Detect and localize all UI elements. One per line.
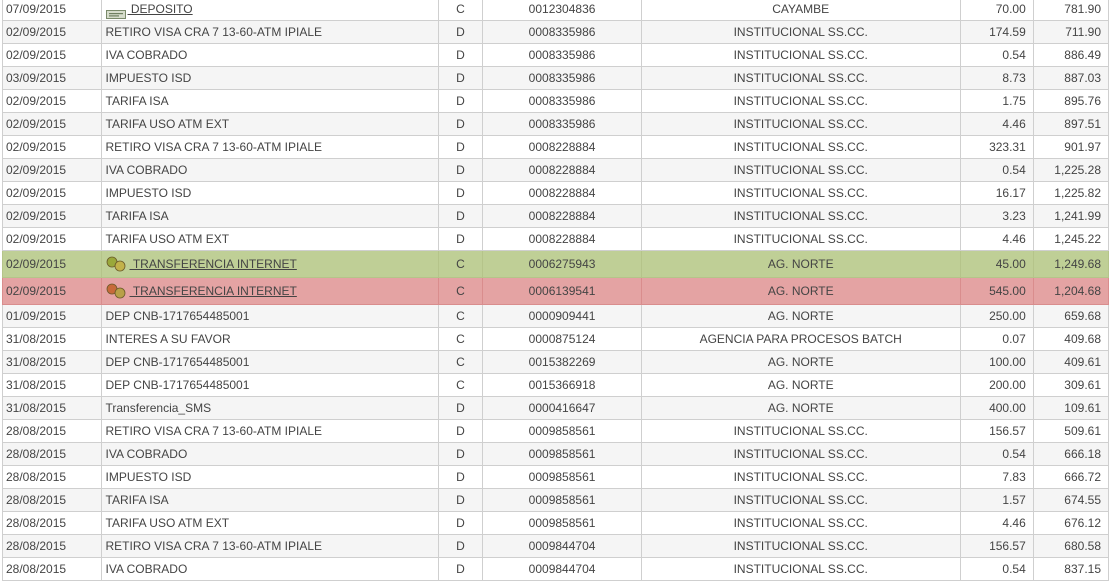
description-cell bbox=[101, 136, 438, 159]
reference-cell: 0008228884 bbox=[483, 205, 641, 228]
balance-cell: 659.68 bbox=[1033, 305, 1108, 328]
balance-cell: 897.51 bbox=[1033, 113, 1108, 136]
description-text: Transferencia_SMS bbox=[105, 401, 212, 415]
office-cell: INSTITUCIONAL SS.CC. bbox=[641, 136, 960, 159]
description-cell bbox=[101, 21, 438, 44]
description-cell bbox=[101, 374, 438, 397]
reference-cell: 0000875124 bbox=[483, 328, 641, 351]
type-cell: D bbox=[438, 535, 483, 558]
balance-cell: 666.72 bbox=[1033, 466, 1108, 489]
date-cell: 02/09/2015 bbox=[3, 228, 102, 251]
office-cell: INSTITUCIONAL SS.CC. bbox=[641, 182, 960, 205]
description-text: INTERES A SU FAVOR bbox=[105, 332, 231, 346]
balance-cell: 1,225.28 bbox=[1033, 159, 1108, 182]
amount-cell: 400.00 bbox=[960, 397, 1033, 420]
office-cell: INSTITUCIONAL SS.CC. bbox=[641, 113, 960, 136]
balance-cell: 1,245.22 bbox=[1033, 228, 1108, 251]
description-cell bbox=[101, 512, 438, 535]
date-cell: 28/08/2015 bbox=[3, 420, 102, 443]
amount-cell: 0.54 bbox=[960, 44, 1033, 67]
description-text: IMPUESTO ISD bbox=[105, 470, 192, 484]
reference-cell: 0012304836 bbox=[483, 0, 641, 21]
balance-cell: 1,241.99 bbox=[1033, 205, 1108, 228]
office-cell: INSTITUCIONAL SS.CC. bbox=[641, 205, 960, 228]
table-row[interactable] bbox=[3, 113, 1109, 136]
reference-cell: 0009844704 bbox=[483, 558, 641, 581]
date-cell: 28/08/2015 bbox=[3, 512, 102, 535]
date-cell: 02/09/2015 bbox=[3, 251, 102, 278]
table-row[interactable] bbox=[3, 420, 1109, 443]
date-cell: 02/09/2015 bbox=[3, 21, 102, 44]
balance-cell: 711.90 bbox=[1033, 21, 1108, 44]
amount-cell: 323.31 bbox=[960, 136, 1033, 159]
type-cell: D bbox=[438, 205, 483, 228]
office-cell: AG. NORTE bbox=[641, 278, 960, 305]
balance-cell: 886.49 bbox=[1033, 44, 1108, 67]
reference-cell: 0009858561 bbox=[483, 489, 641, 512]
description-link[interactable]: TRANSFERENCIA INTERNET bbox=[129, 284, 297, 298]
type-cell: D bbox=[438, 489, 483, 512]
description-text: TARIFA USO ATM EXT bbox=[105, 117, 230, 131]
office-cell: INSTITUCIONAL SS.CC. bbox=[641, 420, 960, 443]
reference-cell: 0006139541 bbox=[483, 278, 641, 305]
type-cell: C bbox=[438, 278, 483, 305]
office-cell: AGENCIA PARA PROCESOS BATCH bbox=[641, 328, 960, 351]
description-cell[interactable] bbox=[101, 278, 438, 305]
reference-cell: 0008335986 bbox=[483, 67, 641, 90]
balance-cell: 109.61 bbox=[1033, 397, 1108, 420]
office-cell: INSTITUCIONAL SS.CC. bbox=[641, 159, 960, 182]
table-row[interactable] bbox=[3, 397, 1109, 420]
table-row[interactable] bbox=[3, 305, 1109, 328]
amount-cell: 0.54 bbox=[960, 159, 1033, 182]
type-cell: C bbox=[438, 328, 483, 351]
office-cell: INSTITUCIONAL SS.CC. bbox=[641, 228, 960, 251]
table-row[interactable] bbox=[3, 228, 1109, 251]
date-cell: 02/09/2015 bbox=[3, 159, 102, 182]
description-text: TARIFA USO ATM EXT bbox=[105, 232, 230, 246]
reference-cell: 0009858561 bbox=[483, 420, 641, 443]
description-cell[interactable] bbox=[101, 251, 438, 278]
type-cell: C bbox=[438, 305, 483, 328]
type-cell: D bbox=[438, 466, 483, 489]
type-cell: D bbox=[438, 67, 483, 90]
type-cell: D bbox=[438, 443, 483, 466]
description-cell bbox=[101, 328, 438, 351]
reference-cell: 0008335986 bbox=[483, 21, 641, 44]
office-cell: INSTITUCIONAL SS.CC. bbox=[641, 67, 960, 90]
date-cell: 02/09/2015 bbox=[3, 182, 102, 205]
office-cell: INSTITUCIONAL SS.CC. bbox=[641, 535, 960, 558]
office-cell: INSTITUCIONAL SS.CC. bbox=[641, 512, 960, 535]
description-text: RETIRO VISA CRA 7 13-60-ATM IPIALE bbox=[105, 25, 323, 39]
table-row[interactable] bbox=[3, 443, 1109, 466]
table-row[interactable] bbox=[3, 351, 1109, 374]
date-cell: 28/08/2015 bbox=[3, 558, 102, 581]
type-cell: D bbox=[438, 90, 483, 113]
date-cell: 28/08/2015 bbox=[3, 489, 102, 512]
amount-cell: 4.46 bbox=[960, 512, 1033, 535]
description-cell[interactable] bbox=[101, 0, 438, 21]
date-cell: 01/09/2015 bbox=[3, 305, 102, 328]
description-cell bbox=[101, 205, 438, 228]
date-cell: 02/09/2015 bbox=[3, 136, 102, 159]
date-cell: 02/09/2015 bbox=[3, 205, 102, 228]
amount-cell: 200.00 bbox=[960, 374, 1033, 397]
office-cell: AG. NORTE bbox=[641, 374, 960, 397]
amount-cell: 174.59 bbox=[960, 21, 1033, 44]
description-text: RETIRO VISA CRA 7 13-60-ATM IPIALE bbox=[105, 539, 323, 553]
reference-cell: 0000909441 bbox=[483, 305, 641, 328]
amount-cell: 1.57 bbox=[960, 489, 1033, 512]
table-row[interactable] bbox=[3, 278, 1109, 305]
transactions-body bbox=[3, 0, 1109, 581]
description-cell bbox=[101, 420, 438, 443]
type-cell: D bbox=[438, 228, 483, 251]
type-cell: D bbox=[438, 21, 483, 44]
reference-cell: 0008335986 bbox=[483, 44, 641, 67]
amount-cell: 3.23 bbox=[960, 205, 1033, 228]
table-row[interactable] bbox=[3, 535, 1109, 558]
reference-cell: 0008335986 bbox=[483, 113, 641, 136]
table-row[interactable] bbox=[3, 251, 1109, 278]
date-cell: 03/09/2015 bbox=[3, 67, 102, 90]
type-cell: C bbox=[438, 251, 483, 278]
table-row[interactable] bbox=[3, 374, 1109, 397]
type-cell: C bbox=[438, 351, 483, 374]
description-text: IVA COBRADO bbox=[105, 447, 188, 461]
description-text: RETIRO VISA CRA 7 13-60-ATM IPIALE bbox=[105, 140, 323, 154]
balance-cell: 901.97 bbox=[1033, 136, 1108, 159]
description-text: IVA COBRADO bbox=[105, 48, 188, 62]
reference-cell: 0008228884 bbox=[483, 136, 641, 159]
office-cell: INSTITUCIONAL SS.CC. bbox=[641, 21, 960, 44]
office-cell: AG. NORTE bbox=[641, 305, 960, 328]
description-text: DEP CNB-1717654485001 bbox=[105, 378, 250, 392]
description-text: IVA COBRADO bbox=[105, 562, 188, 576]
reference-cell: 0009858561 bbox=[483, 466, 641, 489]
description-cell bbox=[101, 351, 438, 374]
description-cell bbox=[101, 489, 438, 512]
date-cell: 02/09/2015 bbox=[3, 44, 102, 67]
reference-cell: 0015366918 bbox=[483, 374, 641, 397]
office-cell: CAYAMBE bbox=[641, 0, 960, 21]
amount-cell: 156.57 bbox=[960, 420, 1033, 443]
date-cell: 31/08/2015 bbox=[3, 328, 102, 351]
description-link[interactable]: TRANSFERENCIA INTERNET bbox=[129, 257, 297, 271]
description-text: IVA COBRADO bbox=[105, 163, 188, 177]
table-row[interactable] bbox=[3, 328, 1109, 351]
balance-cell: 1,225.82 bbox=[1033, 182, 1108, 205]
description-cell bbox=[101, 558, 438, 581]
amount-cell: 45.00 bbox=[960, 251, 1033, 278]
table-row[interactable] bbox=[3, 90, 1109, 113]
balance-cell: 887.03 bbox=[1033, 67, 1108, 90]
table-row[interactable] bbox=[3, 21, 1109, 44]
table-row[interactable] bbox=[3, 205, 1109, 228]
description-text: TARIFA ISA bbox=[105, 493, 169, 507]
date-cell: 28/08/2015 bbox=[3, 443, 102, 466]
table-row[interactable] bbox=[3, 558, 1109, 581]
description-cell bbox=[101, 44, 438, 67]
table-row[interactable] bbox=[3, 489, 1109, 512]
amount-cell: 100.00 bbox=[960, 351, 1033, 374]
amount-cell: 0.07 bbox=[960, 328, 1033, 351]
balance-cell: 837.15 bbox=[1033, 558, 1108, 581]
amount-cell: 8.73 bbox=[960, 67, 1033, 90]
office-cell: AG. NORTE bbox=[641, 351, 960, 374]
table-row[interactable] bbox=[3, 466, 1109, 489]
date-cell: 28/08/2015 bbox=[3, 466, 102, 489]
description-cell bbox=[101, 466, 438, 489]
description-text: DEP CNB-1717654485001 bbox=[105, 309, 250, 323]
amount-cell: 7.83 bbox=[960, 466, 1033, 489]
office-cell: AG. NORTE bbox=[641, 397, 960, 420]
description-link[interactable]: DEPOSITO bbox=[127, 2, 193, 16]
description-cell bbox=[101, 90, 438, 113]
reference-cell: 0009844704 bbox=[483, 535, 641, 558]
amount-cell: 70.00 bbox=[960, 0, 1033, 21]
description-text: IMPUESTO ISD bbox=[105, 71, 192, 85]
type-cell: C bbox=[438, 0, 483, 21]
description-text: RETIRO VISA CRA 7 13-60-ATM IPIALE bbox=[105, 424, 323, 438]
date-cell: 31/08/2015 bbox=[3, 374, 102, 397]
description-cell bbox=[101, 182, 438, 205]
office-cell: AG. NORTE bbox=[641, 251, 960, 278]
office-cell: INSTITUCIONAL SS.CC. bbox=[641, 489, 960, 512]
balance-cell: 509.61 bbox=[1033, 420, 1108, 443]
office-cell: INSTITUCIONAL SS.CC. bbox=[641, 558, 960, 581]
deposit-icon bbox=[106, 4, 126, 13]
type-cell: D bbox=[438, 558, 483, 581]
date-cell: 02/09/2015 bbox=[3, 113, 102, 136]
office-cell: INSTITUCIONAL SS.CC. bbox=[641, 443, 960, 466]
description-text: TARIFA USO ATM EXT bbox=[105, 516, 230, 530]
reference-cell: 0008335986 bbox=[483, 90, 641, 113]
description-text: TARIFA ISA bbox=[105, 209, 169, 223]
balance-cell: 676.12 bbox=[1033, 512, 1108, 535]
reference-cell: 0009858561 bbox=[483, 512, 641, 535]
coins-green-icon bbox=[106, 255, 128, 271]
reference-cell: 0000416647 bbox=[483, 397, 641, 420]
amount-cell: 16.17 bbox=[960, 182, 1033, 205]
balance-cell: 309.61 bbox=[1033, 374, 1108, 397]
type-cell: D bbox=[438, 512, 483, 535]
amount-cell: 4.46 bbox=[960, 113, 1033, 136]
reference-cell: 0006275943 bbox=[483, 251, 641, 278]
date-cell: 02/09/2015 bbox=[3, 90, 102, 113]
amount-cell: 545.00 bbox=[960, 278, 1033, 305]
reference-cell: 0008228884 bbox=[483, 182, 641, 205]
amount-cell: 1.75 bbox=[960, 90, 1033, 113]
balance-cell: 409.68 bbox=[1033, 328, 1108, 351]
description-cell bbox=[101, 397, 438, 420]
balance-cell: 895.76 bbox=[1033, 90, 1108, 113]
table-row[interactable] bbox=[3, 67, 1109, 90]
description-cell bbox=[101, 535, 438, 558]
reference-cell: 0009858561 bbox=[483, 443, 641, 466]
balance-cell: 409.61 bbox=[1033, 351, 1108, 374]
type-cell: D bbox=[438, 44, 483, 67]
balance-cell: 1,249.68 bbox=[1033, 251, 1108, 278]
description-text: DEP CNB-1717654485001 bbox=[105, 355, 250, 369]
description-cell bbox=[101, 159, 438, 182]
amount-cell: 250.00 bbox=[960, 305, 1033, 328]
balance-cell: 1,204.68 bbox=[1033, 278, 1108, 305]
coins-red-icon bbox=[106, 282, 128, 298]
type-cell: C bbox=[438, 374, 483, 397]
transactions-table bbox=[2, 0, 1109, 581]
date-cell: 31/08/2015 bbox=[3, 397, 102, 420]
amount-cell: 0.54 bbox=[960, 558, 1033, 581]
table-row[interactable] bbox=[3, 512, 1109, 535]
description-cell bbox=[101, 228, 438, 251]
description-cell bbox=[101, 113, 438, 136]
balance-cell: 781.90 bbox=[1033, 0, 1108, 21]
balance-cell: 666.18 bbox=[1033, 443, 1108, 466]
office-cell: INSTITUCIONAL SS.CC. bbox=[641, 466, 960, 489]
office-cell: INSTITUCIONAL SS.CC. bbox=[641, 90, 960, 113]
date-cell: 28/08/2015 bbox=[3, 535, 102, 558]
amount-cell: 4.46 bbox=[960, 228, 1033, 251]
description-cell bbox=[101, 67, 438, 90]
description-cell bbox=[101, 305, 438, 328]
table-row[interactable] bbox=[3, 44, 1109, 67]
reference-cell: 0008228884 bbox=[483, 228, 641, 251]
type-cell: D bbox=[438, 420, 483, 443]
balance-cell: 680.58 bbox=[1033, 535, 1108, 558]
type-cell: D bbox=[438, 397, 483, 420]
type-cell: D bbox=[438, 136, 483, 159]
office-cell: INSTITUCIONAL SS.CC. bbox=[641, 44, 960, 67]
type-cell: D bbox=[438, 182, 483, 205]
amount-cell: 0.54 bbox=[960, 443, 1033, 466]
date-cell: 07/09/2015 bbox=[3, 0, 102, 21]
table-row[interactable] bbox=[3, 182, 1109, 205]
type-cell: D bbox=[438, 113, 483, 136]
description-cell bbox=[101, 443, 438, 466]
date-cell: 02/09/2015 bbox=[3, 278, 102, 305]
balance-cell: 674.55 bbox=[1033, 489, 1108, 512]
type-cell: D bbox=[438, 159, 483, 182]
description-text: IMPUESTO ISD bbox=[105, 186, 192, 200]
table-row[interactable] bbox=[3, 0, 1109, 21]
date-cell: 31/08/2015 bbox=[3, 351, 102, 374]
reference-cell: 0015382269 bbox=[483, 351, 641, 374]
description-text: TARIFA ISA bbox=[105, 94, 169, 108]
reference-cell: 0008228884 bbox=[483, 159, 641, 182]
table-row[interactable] bbox=[3, 136, 1109, 159]
table-row[interactable] bbox=[3, 159, 1109, 182]
amount-cell: 156.57 bbox=[960, 535, 1033, 558]
